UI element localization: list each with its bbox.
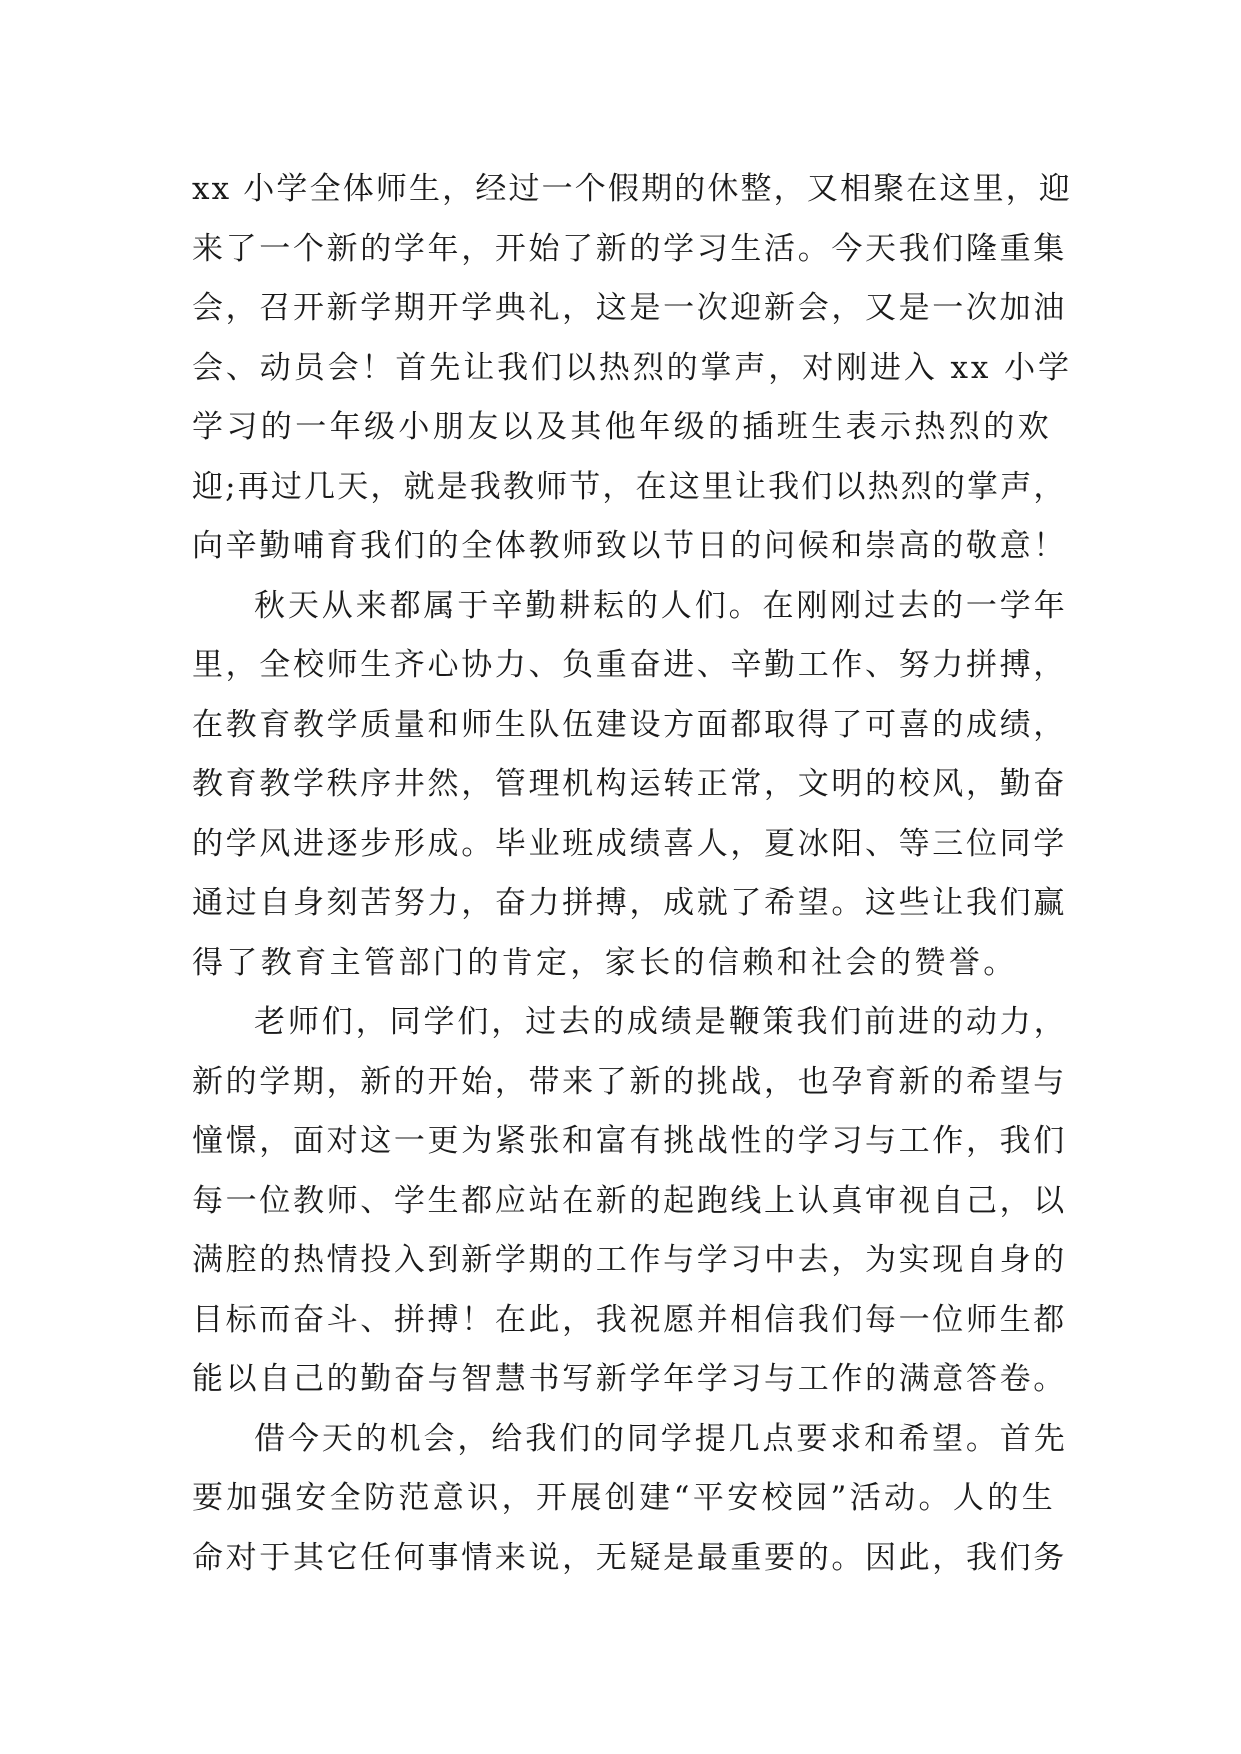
text-line: 来了一个新的学年，开始了新的学习生活。今天我们隆重集 — [192, 230, 1067, 267]
text-line: 教育教学秩序井然，管理机构运转正常，文明的校风，勤奋 — [192, 766, 1067, 802]
text-line: 会、动员会！首先让我们以热烈的掌声，对刚进入 xx 小学 — [192, 349, 1072, 386]
text-line: 新的学期，新的开始，带来了新的挑战，也孕育新的希望与 — [192, 1063, 1067, 1100]
text-line: 通过自身刻苦努力，奋力拼搏，成就了希望。这些让我们赢 — [192, 885, 1067, 921]
text-line: xx 小学全体师生，经过一个假期的休整，又相聚在这里，迎 — [192, 171, 1073, 207]
text-line: 憧憬，面对这一更为紧张和富有挑战性的学习与工作，我们 — [192, 1123, 1067, 1159]
text-line: 的学风进逐步形成。毕业班成绩喜人，夏冰阳、等三位同学 — [192, 825, 1067, 862]
body-text — [192, 160, 1072, 1588]
paragraph-first-line: 老师们，同学们，过去的成绩是鞭策我们前进的动力， — [254, 1004, 1068, 1040]
text-line: 在教育教学质量和师生队伍建设方面都取得了可喜的成绩， — [192, 706, 1067, 743]
text-line: 迎;再过几天，就是我教师节，在这里让我们以热烈的掌声， — [192, 468, 1067, 505]
text-line: 要加强安全防范意识，开展创建“平安校园”活动。人的生 — [192, 1480, 1057, 1516]
text-line: 会，召开新学期开学典礼，这是一次迎新会，又是一次加油 — [192, 290, 1067, 326]
text-line: 能以自己的勤奋与智慧书写新学年学习与工作的满意答卷。 — [192, 1361, 1067, 1397]
paragraph-first-line: 秋天从来都属于辛勤耕耘的人们。在刚刚过去的一学年 — [254, 587, 1068, 624]
text-line: 目标而奋斗、拼搏！在此，我祝愿并相信我们每一位师生都 — [192, 1301, 1067, 1338]
text-line: 命对于其它任何事情来说，无疑是最重要的。因此，我们务 — [192, 1539, 1067, 1576]
text-line: 里，全校师生齐心协力、负重奋进、辛勤工作、努力拼搏， — [192, 647, 1067, 683]
text-line: 每一位教师、学生都应站在新的起跑线上认真审视自己，以 — [192, 1182, 1067, 1219]
text-line: 满腔的热情投入到新学期的工作与学习中去，为实现自身的 — [192, 1242, 1067, 1278]
text-line: 学习的一年级小朋友以及其他年级的插班生表示热烈的欢 — [192, 409, 1052, 445]
text-line: 得了教育主管部门的肯定，家长的信赖和社会的赞誉。 — [192, 944, 1018, 981]
paragraph-first-line: 借今天的机会，给我们的同学提几点要求和希望。首先 — [254, 1420, 1068, 1457]
text-line: 向辛勤哺育我们的全体教师致以节日的问候和崇高的敬意！ — [192, 528, 1067, 564]
